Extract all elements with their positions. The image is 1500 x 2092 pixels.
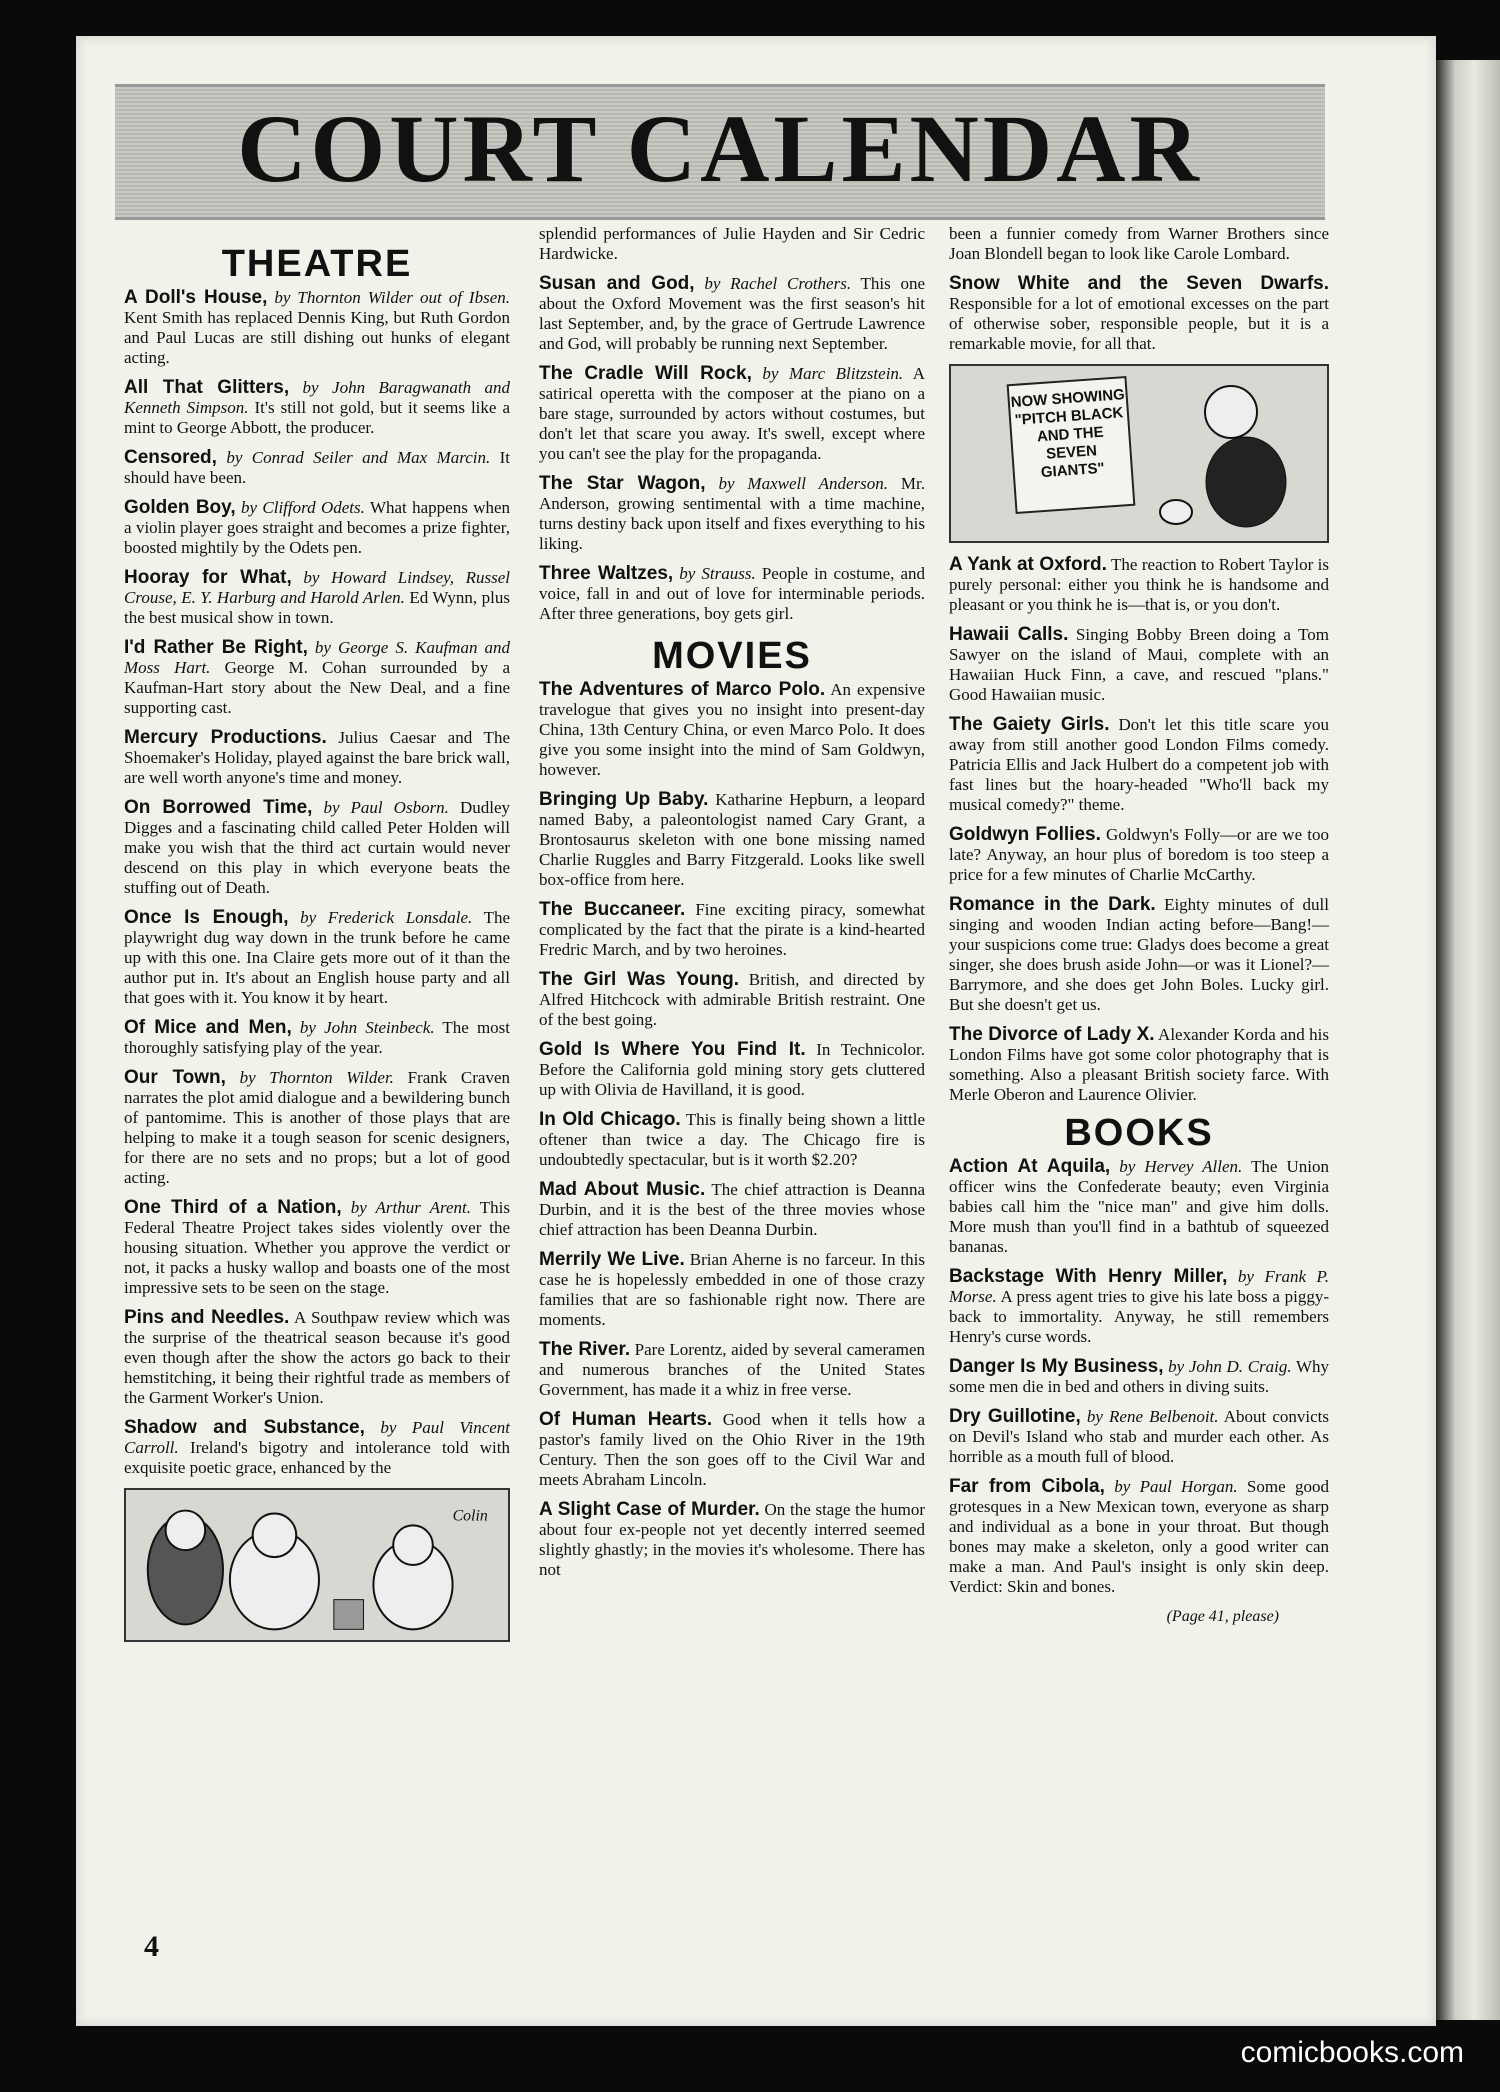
entry-text: On the stage the humor about four ex-people not yet decently interred seemed slightly ghastly; in the movies it's wholesome. There has not — [539, 1500, 925, 1579]
review-entry — [539, 364, 925, 464]
entry-author: by Frederick Lonsdale. — [300, 908, 473, 927]
entry-title: Merrily We Live. — [539, 1249, 685, 1270]
entry-text: Katharine Hepburn, a leopard named Baby, a paleontologist named Cary Grant, a Brontosaurus skeleton with one bone missing named Charlie Ruggles and Barry Fitzgerald. Looks like swell box-office from here. — [539, 790, 926, 889]
section-heading-books: BOOKS — [1064, 1112, 1214, 1154]
entry-title: A Yank at Oxford. — [949, 554, 1107, 575]
review-entry — [539, 1500, 925, 1580]
entry-title: Three Waltzes, — [539, 563, 674, 584]
entry-text: The playwright dug way down in the trunk before he came up with this one. Ina Claire gets more out of it than the author put in. It's about an English house party and all that goes with it. You know it by heart. — [124, 908, 510, 1007]
entry-author: by Maxwell Anderson. — [718, 474, 888, 493]
entry-author: by Clifford Odets. — [240, 498, 365, 517]
entry-text: The most thoroughly satisfying play of the year. — [124, 1018, 511, 1057]
entry-text: Ireland's bigotry and intolerance told with exquisite poetic grace, enhanced by the — [124, 1438, 511, 1477]
entry-title: I'd Rather Be Right, — [124, 637, 308, 658]
movie-entries — [539, 680, 925, 1580]
entry-author: by John Steinbeck. — [299, 1018, 435, 1037]
entry-author: by Rene Belbenoit. — [1086, 1407, 1219, 1426]
entry-text: A Southpaw review which was the surprise of the theatrical season because it's good even though after the show the actors go back to their hemstitching, it being their rightful trade as members of the Garment Worker's Union. — [124, 1308, 510, 1407]
entry-title: Golden Boy, — [124, 497, 236, 518]
entry-text: Some good grotesques in a New Mexican town, everyone as sharp and individual as a bone in your throat. But though bones may make a skeleton, only a good writer can make a man. And Paul's insight is only skin deep. Verdict: Skin and bones. — [949, 1477, 1329, 1596]
entry-text: The Union officer wins the Confederate beauty; even Virginia babies call him the "nice man" and give him dolls. More mush than you'll find in a bathtub of squeezed bananas. — [949, 1157, 1329, 1256]
entry-text: It should have been. — [124, 448, 511, 487]
entry-author: by Arthur Arent. — [350, 1198, 472, 1217]
entry-title: Shadow and Substance, — [124, 1417, 365, 1438]
entry-title: Hooray for What, — [124, 567, 292, 588]
entry-text: George M. Cohan surrounded by a Kaufman-Hart story about the New Deal, and a fine supporting cast. — [124, 658, 510, 717]
entry-text: Dudley Digges and a fascinating child called Peter Holden will make you wish that the third act curtain would never descend on this play in which everyone beats the stuffing out of Death. — [124, 798, 511, 897]
next-page-edge — [1436, 60, 1500, 2020]
watermark: comicbooks.com — [1240, 2036, 1464, 2069]
entry-title: Danger Is My Business, — [949, 1356, 1164, 1377]
entry-title: Gold Is Where You Find It. — [539, 1039, 806, 1060]
entry-text: People in costume, and voice, fall in and out of love for interminable periods. After three generations, boy gets girl. — [539, 564, 926, 623]
entry-title: Dry Guillotine, — [949, 1406, 1081, 1427]
theatre-entries-cont — [539, 274, 925, 624]
entry-author: by George S. Kaufman and Moss Hart. — [124, 638, 510, 677]
review-entry — [539, 680, 925, 780]
entry-title: Far from Cibola, — [949, 1476, 1105, 1497]
entry-title: A Slight Case of Murder. — [539, 1499, 760, 1520]
movie-entries-b — [949, 555, 1329, 1105]
entry-text: Julius Caesar and The Shoemaker's Holiday, played against the bare brick wall, are well worth anyone's time and money. — [124, 728, 510, 787]
entry-text: In Technicolor. Before the California gold mining story gets cluttered up with Olivia de Havilland, it is good. — [539, 1040, 925, 1099]
entry-text: Alexander Korda and his London Films have got some color photography that is something. Also a pleasant British society farce. With Merle Oberon and Laurence Olivier. — [949, 1025, 1330, 1104]
continued-note: (Page 41, please) — [1166, 1608, 1279, 1625]
entry-title: Of Mice and Men, — [124, 1017, 292, 1038]
review-entry — [949, 274, 1329, 354]
entry-title: All That Glitters, — [124, 377, 290, 398]
svg-text:Colin: Colin — [452, 1507, 488, 1525]
entry-title: Mad About Music. — [539, 1179, 706, 1200]
cartoon-drawing — [126, 1490, 508, 1640]
cartoon-illustration — [124, 1488, 510, 1642]
section-heading-movies: MOVIES — [652, 635, 812, 677]
entry-text: A satirical operetta with the composer at the piano on a bare stage, surrounded by actors without costumes, but don't let that scare you away. It's swell, except where you can't see the play for the propaganda. — [539, 364, 926, 463]
entry-author: by Paul Horgan. — [1114, 1477, 1238, 1496]
review-entry — [124, 378, 510, 438]
entry-text: This one about the Oxford Movement was the first season's hit last September, and, by the grace of Gertrude Lawrence and God, will probably be running next September. — [539, 274, 925, 353]
entry-title: The Cradle Will Rock, — [539, 363, 752, 384]
entry-text: Ed Wynn, plus the best musical show in town. — [124, 588, 510, 627]
entry-text: What happens when a violin player goes straight and becomes a prize fighter, boosted mightily by the Odets pen. — [124, 498, 511, 557]
entry-text: About convicts on Devil's Island who stab and murder each other. As horrible as a mouth full of blood. — [949, 1407, 1329, 1466]
entry-text: Eighty minutes of dull singing and wooden Indian acting before—Bang!—your suspicions come true: Gladys does become a great singer, she does brush aside John—or was it Lionel?—Barrymore, and she does get John Boles. Lucky girl. But she doesn't get us. — [949, 895, 1329, 1014]
review-entry — [949, 1267, 1329, 1347]
review-entry — [539, 564, 925, 624]
page-number: 4 — [144, 1930, 159, 1963]
entry-title: The Gaiety Girls. — [949, 714, 1110, 735]
entry-title: Pins and Needles. — [124, 1307, 290, 1328]
review-entry — [124, 798, 510, 898]
review-entry — [949, 825, 1329, 885]
now-showing-sign: NOW SHOWING "PITCH BLACK AND THE SEVEN GIANTS" — [1007, 376, 1136, 514]
review-entry — [539, 1250, 925, 1330]
review-entry — [124, 1198, 510, 1298]
book-entries — [949, 1157, 1329, 1597]
entry-text: A press agent tries to give his late boss a piggy-back to immortality. Anyway, he still remembers Henry's curse words. — [949, 1287, 1330, 1346]
entry-text: Frank Craven narrates the plot amid dialogue and a bewildering bunch of pantomime. This is another of those plays that are helping to make it a tough season for scenic designers, for there are no sets and no props; but a lot of good acting. — [124, 1068, 510, 1187]
entry-author: by John D. Craig. — [1168, 1357, 1292, 1376]
entry-text: Good when it tells how a pastor's family lived on the Ohio River in the 19th Century. Then the son goes off to the Civil War and meets Abraham Lincoln. — [539, 1410, 926, 1489]
entry-author: by Strauss. — [679, 564, 756, 583]
review-entry — [949, 715, 1329, 815]
review-entry — [949, 1477, 1329, 1597]
cartoon-figure — [1151, 372, 1321, 537]
review-entry — [539, 1110, 925, 1170]
entry-text: Responsible for a lot of emotional excesses on the part of otherwise sober, responsible people, but it is a remarkable movie, for all that. — [949, 294, 1329, 353]
entry-title: In Old Chicago. — [539, 1109, 681, 1130]
entry-title: Romance in the Dark. — [949, 894, 1156, 915]
review-entry — [539, 274, 925, 354]
review-entry — [124, 908, 510, 1008]
entry-text: The chief attraction is Deanna Durbin, and it is the best of the three movies whose chief attraction has been Deanna Durbin. — [539, 1180, 925, 1239]
review-entry — [949, 1025, 1329, 1105]
column-right — [949, 224, 1329, 1627]
review-entry — [539, 1180, 925, 1240]
entry-title: Mercury Productions. — [124, 727, 327, 748]
entry-text: The reaction to Robert Taylor is purely personal: either you think he is handsome and pleasant or you think he is—that is, or you don't. — [949, 555, 1330, 614]
review-entry — [124, 1418, 510, 1478]
entry-text: British, and directed by Alfred Hitchcock with admirable British restraint. One of the best going. — [539, 970, 925, 1029]
entry-title: Snow White and the Seven Dwarfs. — [949, 273, 1329, 294]
entry-title: The Buccaneer. — [539, 899, 686, 920]
review-entry — [124, 448, 510, 488]
entry-author: by Rachel Crothers. — [704, 274, 852, 293]
entry-title: Action At Aquila, — [949, 1156, 1111, 1177]
entry-title: The Star Wagon, — [539, 473, 706, 494]
entry-text: Why some men die in bed and others in diving suits. — [949, 1357, 1330, 1396]
entry-text: Kent Smith has replaced Dennis King, but Ruth Gordon and Paul Lucas are still dishing out hunks of elegant acting. — [124, 308, 510, 367]
entry-title: The Divorce of Lady X. — [949, 1024, 1155, 1045]
entry-text: It's still not gold, but it seems like a mint to George Abbott, the producer. — [124, 398, 510, 437]
review-entry — [949, 895, 1329, 1015]
entry-author: by Conrad Seiler and Max Marcin. — [226, 448, 491, 467]
entry-author: by Paul Vincent Carroll. — [124, 1418, 511, 1457]
cartoon-illustration — [949, 364, 1329, 543]
entry-author: by Howard Lindsey, Russel Crouse, E. Y. Harburg and Harold Arlen. — [124, 568, 510, 607]
entry-text: Goldwyn's Folly—or are we too late? Anyway, an hour plus of boredom is too steep a price for a few minutes of Charlie McCarthy. — [949, 825, 1329, 884]
review-entry — [539, 1410, 925, 1490]
entry-title: Of Human Hearts. — [539, 1409, 713, 1430]
review-entry — [124, 1308, 510, 1408]
entry-author: by Thornton Wilder out of Ibsen. — [274, 288, 511, 307]
page-title: COURT CALENDAR — [237, 95, 1203, 202]
review-entry — [124, 728, 510, 788]
entry-author: by Paul Osborn. — [323, 798, 449, 817]
entry-text: Brian Aherne is no farceur. In this case he is hopelessly embedded in one of those crazy families that are so fashionable right now. There are moments. — [539, 1250, 925, 1329]
review-entry — [539, 1340, 925, 1400]
entry-title: The River. — [539, 1339, 631, 1360]
review-entry — [539, 1040, 925, 1100]
review-entry — [124, 288, 510, 368]
entry-title: Bringing Up Baby. — [539, 789, 709, 810]
column-middle — [539, 224, 925, 1590]
review-entry — [539, 970, 925, 1030]
entry-title: Backstage With Henry Miller, — [949, 1266, 1228, 1287]
entry-title: Hawaii Calls. — [949, 624, 1069, 645]
review-entry — [949, 1407, 1329, 1467]
entry-author: by Thornton Wilder. — [239, 1068, 394, 1087]
review-entry — [124, 638, 510, 718]
review-entry — [124, 568, 510, 628]
entry-author: by Hervey Allen. — [1119, 1157, 1243, 1176]
theatre-entries — [124, 288, 510, 1478]
review-entry — [949, 625, 1329, 705]
movie-entries-a — [949, 274, 1329, 354]
entry-title: Once Is Enough, — [124, 907, 289, 928]
entry-author: by Frank P. Morse. — [949, 1267, 1329, 1306]
header-banner — [115, 84, 1325, 220]
entry-author: by John Baragwanath and Kenneth Simpson. — [124, 378, 510, 417]
entry-author: by Marc Blitzstein. — [762, 364, 904, 383]
entry-text: This Federal Theatre Project takes sides violently over the housing situation. Whether you approve the verdict or not, it packs a husky wallop and boasts one of the most impressive sets to be seen on the stage. — [124, 1198, 510, 1297]
entry-title: A Doll's House, — [124, 287, 268, 308]
entry-text: Singing Bobby Breen doing a Tom Sawyer on the island of Maui, complete with an Hawaiian Huck Finn, a cave, and rescued "plans." Good Hawaiian music. — [949, 625, 1330, 704]
entry-text: This is finally being shown a little oftener than twice a day. The Chicago fire is undoubtedly spectacular, but is it worth $2.20? — [539, 1110, 925, 1169]
column-theatre — [124, 243, 511, 1654]
review-entry — [539, 900, 925, 960]
entry-text: Mr. Anderson, growing sentimental with a time machine, turns destiny back upon itself and fixes everything to his liking. — [539, 474, 925, 553]
entry-text: Don't let this title scare you away from still another good London Films comedy. Patricia Ellis and Jack Hulbert do a competent job with fast lines but the hoary-headed "Who'll back my musical comedy?" theme. — [949, 715, 1330, 814]
review-entry — [124, 1018, 510, 1058]
entry-title: Our Town, — [124, 1067, 226, 1088]
review-entry — [124, 498, 510, 558]
entry-title: On Borrowed Time, — [124, 797, 313, 818]
review-entry — [949, 1357, 1329, 1397]
continued-text: splendid performances of Julie Hayden and Sir Cedric Hardwicke. — [539, 224, 925, 263]
entry-title: The Adventures of Marco Polo. — [539, 679, 826, 700]
entry-title: One Third of a Nation, — [124, 1197, 342, 1218]
review-entry — [949, 555, 1329, 615]
review-entry — [124, 1068, 510, 1188]
entry-title: Censored, — [124, 447, 217, 468]
entry-title: Goldwyn Follies. — [949, 824, 1101, 845]
section-heading-theatre: THEATRE — [221, 243, 413, 285]
entry-text: An expensive travelogue that gives you no insight into present-day China, 13th Century China, or even Marco Polo. It does give you some insight into the mind of Sam Goldwyn, however. — [539, 680, 926, 779]
review-entry — [539, 474, 925, 554]
entry-text: Fine exciting piracy, somewhat complicated by the fact that the pirate is a kind-hearted Fredric March, and by two heroines. — [539, 900, 925, 959]
review-entry — [539, 790, 925, 890]
entry-text: Pare Lorentz, aided by several cameramen and numerous branches of the United States Government, has made it a whiz in free verse. — [539, 1340, 925, 1399]
entry-title: The Girl Was Young. — [539, 969, 739, 990]
review-entry — [949, 1157, 1329, 1257]
continued-text: been a funnier comedy from Warner Brothers since Joan Blondell began to look like Carole Lombard. — [949, 224, 1329, 263]
entry-title: Susan and God, — [539, 273, 695, 294]
